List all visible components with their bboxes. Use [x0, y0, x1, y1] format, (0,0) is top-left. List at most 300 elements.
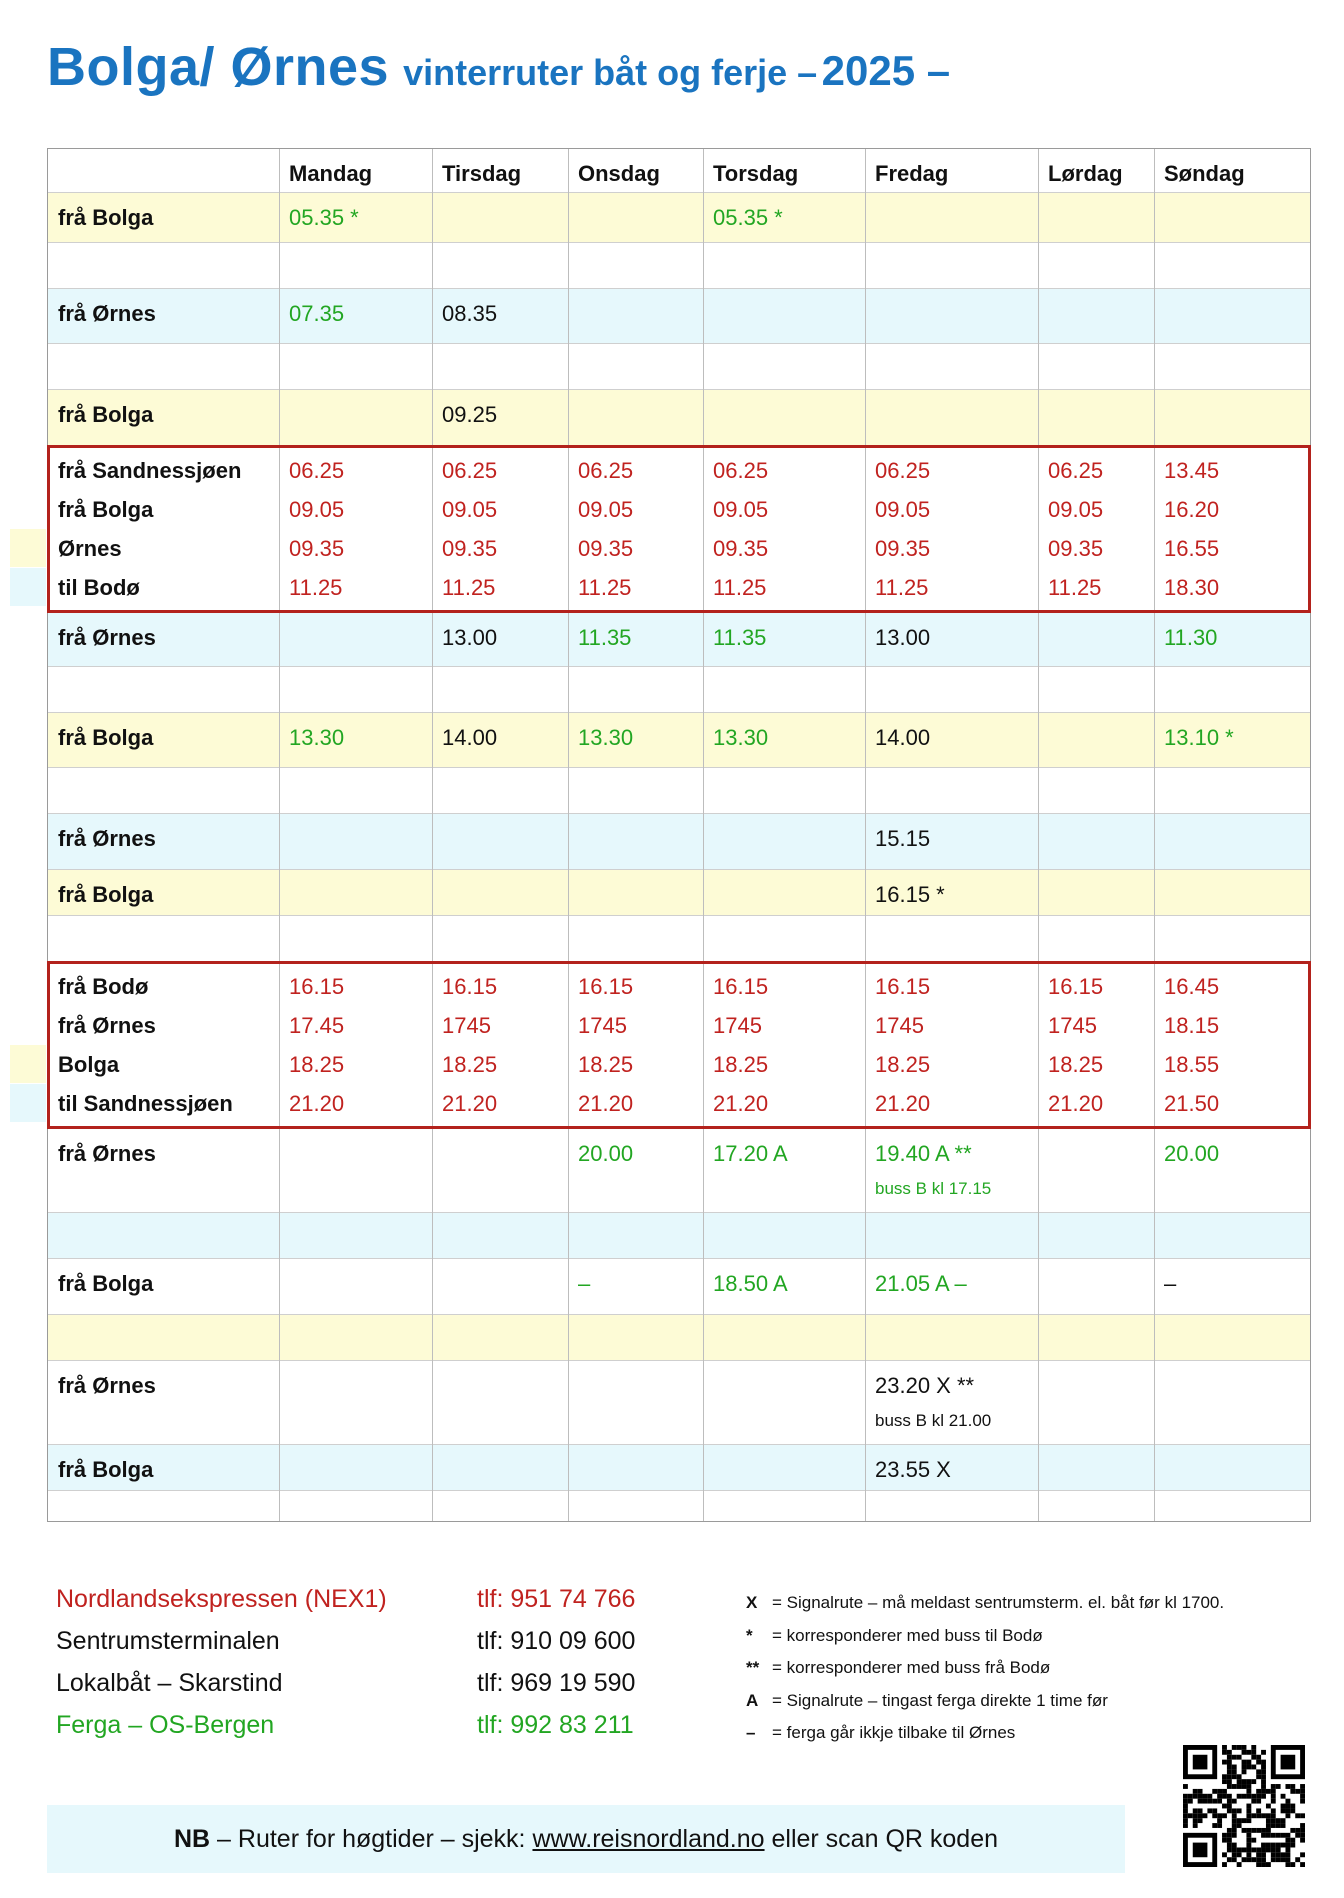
qr-module: [1285, 1784, 1290, 1789]
qr-module: [1276, 1784, 1281, 1789]
qr-module: [1251, 1813, 1256, 1818]
departure-time: 15.15: [875, 826, 931, 851]
contact-name: Ferga – OS-Bergen: [56, 1711, 275, 1739]
qr-module: [1261, 1828, 1266, 1833]
qr-module: [1266, 1843, 1271, 1848]
departure-time: 09.05: [875, 497, 931, 522]
qr-module: [1193, 1813, 1198, 1818]
qr-module: [1285, 1799, 1290, 1804]
connection-group: [47, 961, 1311, 1129]
qr-module: [1256, 1828, 1261, 1833]
legend-text: = Signalrute – tingast ferga direkte 1 time før: [772, 1690, 1108, 1710]
column-divider: [568, 149, 569, 1521]
departure-time: 09.35: [442, 536, 498, 561]
qr-module: [1227, 1804, 1232, 1809]
stop-label: frå Ørnes: [58, 826, 156, 851]
qr-module: [1246, 1750, 1251, 1755]
departure-time: 05.35 *: [289, 205, 359, 230]
qr-module: [1232, 1823, 1237, 1828]
row-band: [10, 568, 46, 606]
qr-module: [1295, 1813, 1300, 1818]
qr-module: [1188, 1813, 1193, 1818]
column-divider: [703, 149, 704, 1521]
departure-time: 13.30: [578, 725, 634, 750]
qr-module: [1271, 1823, 1276, 1828]
table-row: [48, 667, 1310, 713]
departure-time: 11.35: [713, 625, 767, 650]
table-row: [48, 243, 1310, 289]
qr-module: [1261, 1774, 1266, 1779]
column-divider: [432, 149, 433, 1521]
qr-module: [1271, 1789, 1276, 1794]
qr-module: [1242, 1779, 1247, 1784]
qr-module: [1261, 1794, 1266, 1799]
departure-time: 11.25: [1048, 575, 1102, 600]
day-header: Torsdag: [713, 161, 799, 186]
qr-module: [1300, 1852, 1305, 1857]
table-row: [48, 390, 1310, 446]
departure-time: 11.30: [1164, 625, 1218, 650]
qr-module: [1242, 1750, 1247, 1755]
qr-module: [1276, 1833, 1281, 1838]
qr-module: [1193, 1808, 1198, 1813]
qr-module: [1300, 1799, 1305, 1804]
departure-time: 16.15: [442, 974, 498, 999]
table-row: [48, 344, 1310, 390]
qr-module: [1295, 1828, 1300, 1833]
timetable: [47, 148, 1311, 1522]
qr-module: [1266, 1823, 1271, 1828]
legend-text: = ferga går ikkje tilbake til Ørnes: [772, 1723, 1016, 1742]
stop-label: frå Ørnes: [58, 1141, 156, 1166]
stop-label: Bolga: [58, 1052, 120, 1077]
departure-time: 13.45: [1164, 458, 1220, 483]
nb-label: NB: [173, 1825, 211, 1853]
departure-time: 18.25: [578, 1052, 634, 1077]
qr-module: [1232, 1843, 1237, 1848]
qr-module: [1271, 1852, 1276, 1857]
departure-time: 06.25: [578, 458, 634, 483]
departure-time: 21.20: [578, 1091, 634, 1116]
title-main: Bolga/ Ørnes: [47, 37, 390, 97]
stop-label: frå Bolga: [58, 725, 154, 750]
qr-module: [1246, 1784, 1251, 1789]
departure-time: 09.35: [1048, 536, 1104, 561]
departure-time: 16.55: [1164, 536, 1220, 561]
qr-module: [1271, 1794, 1276, 1799]
qr-module: [1227, 1784, 1232, 1789]
qr-module: [1251, 1794, 1256, 1799]
qr-module: [1256, 1847, 1261, 1852]
qr-module: [1232, 1784, 1237, 1789]
qr-module: [1222, 1862, 1227, 1867]
qr-module: [1217, 1813, 1222, 1818]
qr-module: [1266, 1862, 1271, 1867]
qr-module: [1232, 1765, 1237, 1770]
qr-module: [1232, 1847, 1237, 1852]
stop-label: frå Bolga: [58, 1271, 154, 1296]
qr-module: [1300, 1784, 1305, 1789]
qr-module: [1246, 1765, 1251, 1770]
qr-module: [1222, 1804, 1227, 1809]
departure-time: 13.10 *: [1164, 725, 1234, 750]
legend-item: [746, 1593, 1224, 1613]
qr-module: [1300, 1794, 1305, 1799]
qr-module: [1242, 1847, 1247, 1852]
qr-module: [1198, 1818, 1203, 1823]
qr-module: [1256, 1808, 1261, 1813]
qr-module: [1193, 1823, 1198, 1828]
qr-module: [1227, 1779, 1232, 1784]
stop-label: frå Bolga: [58, 1457, 154, 1482]
qr-module: [1193, 1755, 1208, 1770]
qr-module: [1232, 1833, 1237, 1838]
departure-time: 1745: [1048, 1013, 1097, 1038]
departure-time: 09.05: [713, 497, 769, 522]
departure-time: 09.05: [289, 497, 345, 522]
table-row: [48, 1259, 1310, 1315]
stop-label: frå Ørnes: [58, 625, 156, 650]
qr-module: [1217, 1823, 1222, 1828]
qr-module: [1285, 1813, 1290, 1818]
qr-module: [1188, 1794, 1193, 1799]
table-row: [48, 289, 1310, 344]
departure-time: 1745: [875, 1013, 924, 1038]
qr-module: [1256, 1769, 1261, 1774]
qr-module: [1207, 1794, 1212, 1799]
stop-label: frå Sandnessjøen: [58, 458, 242, 483]
qr-module: [1266, 1789, 1271, 1794]
departure-time: 1745: [578, 1013, 627, 1038]
qr-module: [1237, 1808, 1242, 1813]
departure-time: 11.25: [578, 575, 632, 600]
departure-time: 06.25: [875, 458, 931, 483]
qr-module: [1198, 1799, 1203, 1804]
stop-label: frå Ørnes: [58, 1013, 156, 1038]
stop-label: frå Ørnes: [58, 1373, 156, 1398]
qr-module: [1266, 1847, 1271, 1852]
qr-module: [1256, 1794, 1261, 1799]
qr-module: [1271, 1833, 1276, 1838]
qr-module: [1281, 1823, 1286, 1828]
departure-time: 18.15: [1164, 1013, 1220, 1038]
contact-phone[interactable]: tlf: 992 83 211: [477, 1711, 634, 1739]
qr-module: [1271, 1847, 1276, 1852]
qr-module: [1261, 1813, 1266, 1818]
qr-module: [1232, 1828, 1237, 1833]
reisnordland-link[interactable]: www.reisnordland.no: [532, 1825, 765, 1853]
qr-module: [1237, 1794, 1242, 1799]
qr-module: [1266, 1813, 1271, 1818]
legend-text: = korresponderer med buss til Bodø: [772, 1625, 1043, 1645]
departure-time: 18.55: [1164, 1052, 1220, 1077]
qr-module: [1193, 1843, 1208, 1858]
qr-module: [1227, 1794, 1232, 1799]
column-divider: [865, 149, 866, 1521]
contact-phone[interactable]: tlf: 951 74 766: [477, 1585, 636, 1613]
page-title: [47, 36, 950, 98]
qr-module: [1237, 1755, 1242, 1760]
qr-module: [1193, 1818, 1198, 1823]
qr-module: [1232, 1799, 1237, 1804]
legend-symbol: **: [746, 1658, 760, 1677]
qr-module: [1183, 1794, 1188, 1799]
departure-time: 09.35: [713, 536, 769, 561]
qr-module: [1261, 1769, 1266, 1774]
bus-note: buss B kl 21.00: [875, 1411, 992, 1430]
qr-module: [1271, 1799, 1276, 1804]
qr-module: [1246, 1804, 1251, 1809]
table-row: [48, 193, 1310, 243]
qr-module: [1222, 1833, 1227, 1838]
stop-label: til Bodø: [58, 575, 140, 600]
qr-module: [1246, 1833, 1251, 1838]
legend-text: = korresponderer med buss frå Bodø: [772, 1658, 1051, 1677]
qr-module: [1281, 1852, 1286, 1857]
qr-module: [1227, 1799, 1232, 1804]
qr-module: [1212, 1799, 1217, 1804]
qr-module: [1276, 1843, 1281, 1848]
qr-module: [1285, 1847, 1290, 1852]
qr-module: [1261, 1789, 1266, 1794]
qr-module: [1237, 1852, 1242, 1857]
departure-time: 16.15: [713, 974, 769, 999]
departure-time: 06.25: [1048, 458, 1104, 483]
qr-module: [1222, 1852, 1227, 1857]
qr-module: [1285, 1808, 1290, 1813]
qr-module: [1203, 1813, 1208, 1818]
qr-module: [1246, 1852, 1251, 1857]
qr-module: [1266, 1818, 1271, 1823]
qr-module: [1198, 1794, 1203, 1799]
row-band: [10, 529, 46, 567]
qr-module: [1300, 1823, 1305, 1828]
qr-module: [1227, 1755, 1232, 1760]
qr-module: [1222, 1779, 1227, 1784]
stop-label: frå Ørnes: [58, 301, 156, 326]
qr-module: [1271, 1818, 1276, 1823]
qr-module: [1281, 1843, 1286, 1848]
departure-time: 20.00: [1164, 1141, 1220, 1166]
row-band: [10, 1084, 46, 1122]
qr-module: [1198, 1789, 1203, 1794]
departure-time: –: [1164, 1271, 1177, 1296]
qr-module: [1237, 1862, 1242, 1867]
departure-time: 21.20: [1048, 1091, 1104, 1116]
legend-item: [746, 1658, 1050, 1678]
table-row: [48, 916, 1310, 962]
legend-symbol: *: [746, 1625, 753, 1645]
contact-phone[interactable]: tlf: 910 09 600: [477, 1627, 636, 1655]
footer-text-2: eller scan QR koden: [771, 1825, 999, 1853]
qr-module: [1251, 1857, 1256, 1862]
qr-module: [1251, 1838, 1256, 1843]
qr-module: [1246, 1760, 1251, 1765]
departure-time: 16.15: [289, 974, 345, 999]
qr-module: [1246, 1794, 1251, 1799]
qr-module: [1227, 1838, 1232, 1843]
departure-time: 05.35 *: [713, 205, 783, 230]
departure-time: 1745: [713, 1013, 762, 1038]
qr-module: [1290, 1828, 1295, 1833]
qr-module: [1285, 1862, 1290, 1867]
departure-time: 16.15: [875, 974, 931, 999]
departure-time: 16.15: [578, 974, 634, 999]
departure-time: 21.50: [1164, 1091, 1220, 1116]
qr-module: [1246, 1828, 1251, 1833]
qr-module: [1227, 1769, 1232, 1774]
qr-module: [1261, 1852, 1266, 1857]
qr-module: [1256, 1789, 1261, 1794]
footer-text: – Ruter for høgtider – sjekk:: [217, 1825, 526, 1853]
qr-module: [1281, 1755, 1296, 1770]
qr-module: [1285, 1833, 1290, 1838]
qr-module: [1237, 1774, 1242, 1779]
qr-module: [1266, 1828, 1271, 1833]
qr-module: [1183, 1804, 1188, 1809]
departure-time: 18.25: [442, 1052, 498, 1077]
qr-module: [1276, 1823, 1281, 1828]
qr-module: [1212, 1813, 1217, 1818]
qr-module: [1217, 1799, 1222, 1804]
departure-time: 23.20 X **: [875, 1373, 975, 1398]
table-row: [48, 713, 1310, 768]
contact-name: Lokalbåt – Skarstind: [56, 1669, 283, 1697]
stop-label: frå Bolga: [58, 205, 154, 230]
column-divider: [1154, 149, 1155, 1521]
departure-time: 09.35: [875, 536, 931, 561]
column-divider: [279, 149, 280, 1521]
qr-module: [1261, 1847, 1266, 1852]
qr-module: [1300, 1838, 1305, 1843]
qr-module: [1251, 1750, 1256, 1755]
qr-module: [1251, 1755, 1256, 1760]
qr-module: [1242, 1857, 1247, 1862]
departure-time: 16.15: [1048, 974, 1104, 999]
qr-module: [1261, 1784, 1266, 1789]
qr-module: [1256, 1862, 1261, 1867]
qr-module: [1193, 1789, 1198, 1794]
departure-time: 16.20: [1164, 497, 1220, 522]
day-header: Fredag: [875, 161, 949, 186]
table-row: [48, 613, 1310, 667]
departure-time: 13.30: [289, 725, 345, 750]
qr-module: [1242, 1769, 1247, 1774]
qr-module: [1290, 1789, 1295, 1794]
qr-code-icon: [1183, 1745, 1305, 1867]
qr-module: [1242, 1745, 1247, 1750]
qr-module: [1256, 1852, 1261, 1857]
departure-time: 09.05: [578, 497, 634, 522]
qr-module: [1285, 1804, 1290, 1809]
legend-item: [746, 1723, 1015, 1743]
contact-phone[interactable]: tlf: 969 19 590: [477, 1669, 636, 1697]
stop-label: frå Bodø: [58, 974, 149, 999]
qr-module: [1295, 1833, 1300, 1838]
table-row: [48, 1445, 1310, 1491]
qr-module: [1256, 1799, 1261, 1804]
qr-module: [1222, 1794, 1227, 1799]
departure-time: 17.20 A: [713, 1141, 788, 1166]
departure-time: 18.30: [1164, 575, 1220, 600]
departure-time: 06.25: [442, 458, 498, 483]
departure-time: 18.25: [713, 1052, 769, 1077]
qr-module: [1256, 1755, 1261, 1760]
qr-module: [1237, 1847, 1242, 1852]
legend-symbol: –: [746, 1723, 756, 1742]
departure-time: 11.25: [875, 575, 929, 600]
legend-text: = Signalrute – må meldast sentrumsterm. el. båt før kl 1700.: [772, 1593, 1225, 1612]
departure-time: 09.05: [1048, 497, 1104, 522]
qr-module: [1207, 1808, 1212, 1813]
qr-module: [1242, 1828, 1247, 1833]
qr-module: [1227, 1765, 1232, 1770]
qr-module: [1222, 1774, 1227, 1779]
qr-module: [1271, 1784, 1276, 1789]
qr-module: [1261, 1843, 1266, 1848]
qr-module: [1227, 1828, 1232, 1833]
qr-module: [1256, 1857, 1261, 1862]
qr-module: [1261, 1750, 1266, 1755]
departure-time: 06.25: [289, 458, 345, 483]
qr-module: [1290, 1838, 1295, 1843]
table-row: [48, 1315, 1310, 1361]
qr-module: [1183, 1808, 1188, 1813]
qr-module: [1242, 1760, 1247, 1765]
qr-module: [1281, 1818, 1286, 1823]
table-row: [48, 1213, 1310, 1259]
qr-module: [1261, 1779, 1266, 1784]
day-header: Søndag: [1164, 161, 1245, 186]
qr-module: [1183, 1818, 1188, 1823]
qr-module: [1271, 1857, 1276, 1862]
stop-label: frå Bolga: [58, 882, 154, 907]
departure-time: 16.45: [1164, 974, 1220, 999]
qr-module: [1285, 1852, 1290, 1857]
table-row: [48, 768, 1310, 814]
departure-time: 18.25: [289, 1052, 345, 1077]
column-divider: [1038, 149, 1039, 1521]
qr-module: [1261, 1760, 1266, 1765]
departure-time: 1745: [442, 1013, 491, 1038]
qr-module: [1271, 1813, 1276, 1818]
departure-time: 13.30: [713, 725, 769, 750]
qr-module: [1246, 1779, 1251, 1784]
qr-module: [1203, 1799, 1208, 1804]
departure-time: 06.25: [713, 458, 769, 483]
table-row: [48, 870, 1310, 916]
qr-module: [1232, 1745, 1237, 1750]
qr-module: [1237, 1784, 1242, 1789]
qr-module: [1290, 1804, 1295, 1809]
table-row: [48, 814, 1310, 870]
day-header: Tirsdag: [442, 161, 522, 186]
qr-module: [1227, 1843, 1232, 1848]
qr-module: [1212, 1789, 1217, 1794]
qr-module: [1237, 1818, 1242, 1823]
legend-symbol: X: [746, 1593, 758, 1612]
qr-module: [1290, 1843, 1295, 1848]
qr-module: [1227, 1847, 1232, 1852]
qr-module: [1227, 1808, 1232, 1813]
footer-banner: [47, 1805, 1125, 1873]
departure-time: 19.40 A **: [875, 1141, 972, 1166]
qr-module: [1300, 1789, 1305, 1794]
qr-module: [1276, 1847, 1281, 1852]
row-band: [10, 1045, 46, 1083]
qr-module: [1217, 1794, 1222, 1799]
qr-module: [1246, 1813, 1251, 1818]
